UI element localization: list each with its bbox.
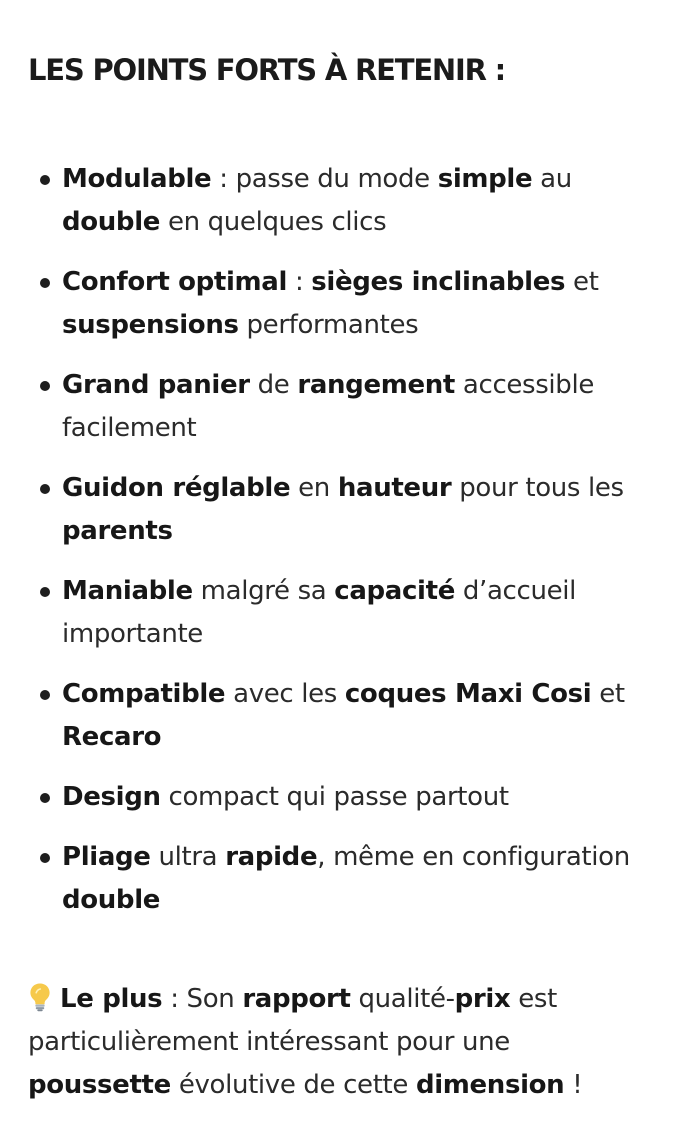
bullet-icon (40, 587, 50, 597)
text-run: qualité- (350, 984, 455, 1014)
bold-text: Maniable (62, 576, 193, 606)
list-item-text (62, 473, 624, 546)
list-item-text (62, 164, 572, 237)
text-run: , même en configuration (317, 842, 630, 872)
bold-text: poussette (28, 1070, 171, 1100)
list-item (28, 836, 668, 922)
list-item (28, 158, 668, 244)
bold-text: Le plus (60, 984, 163, 1014)
text-run: malgré sa (192, 576, 335, 606)
text-run: avec les (225, 679, 345, 709)
text-run: en (290, 473, 338, 503)
text-run: ! (564, 1070, 583, 1100)
list-item (28, 570, 668, 656)
text-run: accessible facilement (62, 370, 594, 443)
bold-text: Modulable (62, 164, 212, 194)
bold-text: rangement (297, 370, 455, 400)
bold-text: rapide (225, 842, 318, 872)
text-run: au (532, 164, 572, 194)
bold-text: suspensions (62, 310, 239, 340)
text-run: et (591, 679, 625, 709)
bold-text: Pliage (62, 842, 151, 872)
text-run: et (565, 267, 599, 297)
list-item-text (62, 842, 630, 915)
list-item (28, 364, 668, 450)
list-item-text (62, 679, 625, 752)
bold-text: double (62, 207, 161, 237)
text-run: de (249, 370, 298, 400)
text-run: ultra (150, 842, 226, 872)
bullet-icon (40, 484, 50, 494)
list-item-text (62, 267, 599, 340)
bullet-icon (40, 381, 50, 391)
bold-text: Design (62, 782, 161, 812)
list-item (28, 261, 668, 347)
text-run: évolutive de cette (170, 1070, 416, 1100)
tip-text (28, 984, 582, 1100)
bold-text: Confort optimal (62, 267, 288, 297)
bold-text: hauteur (337, 473, 452, 503)
bold-text: parents (62, 516, 173, 546)
text-run: d’accueil importante (62, 576, 576, 649)
bold-text: Compatible (62, 679, 226, 709)
bullet-icon (40, 690, 50, 700)
list-item-text (62, 576, 576, 649)
bullet-icon (40, 853, 50, 863)
list-item-text (62, 370, 594, 443)
text-run: en quelques clics (160, 207, 387, 237)
bold-text: prix (454, 984, 511, 1014)
bold-text: rapport (242, 984, 351, 1014)
bold-text: Guidon réglable (62, 473, 291, 503)
bullet-icon (40, 793, 50, 803)
text-run: compact qui passe partout (160, 782, 509, 812)
text-run: : Son (162, 984, 243, 1014)
lightbulb-icon (28, 982, 52, 1012)
section-heading: LES POINTS FORTS À RETENIR : (28, 53, 506, 87)
highlights-list (28, 158, 668, 939)
bullet-icon (40, 278, 50, 288)
tip-paragraph (28, 978, 658, 1107)
bold-text: simple (437, 164, 533, 194)
text-run: pour tous les (451, 473, 624, 503)
text-run: est particulièrement intéressant pour une (28, 984, 557, 1057)
bold-text: double (62, 885, 161, 915)
bold-text: Recaro (62, 722, 162, 752)
bold-text: dimension (415, 1070, 565, 1100)
bullet-icon (40, 175, 50, 185)
list-item-text (62, 782, 509, 812)
list-item (28, 673, 668, 759)
bold-text: Grand panier (62, 370, 250, 400)
bold-text: coques Maxi Cosi (344, 679, 592, 709)
text-run: performantes (238, 310, 419, 340)
bold-text: sièges inclinables (311, 267, 566, 297)
text-run: : (287, 267, 312, 297)
text-run: : passe du mode (211, 164, 438, 194)
bold-text: capacité (334, 576, 455, 606)
list-item (28, 776, 668, 819)
list-item (28, 467, 668, 553)
